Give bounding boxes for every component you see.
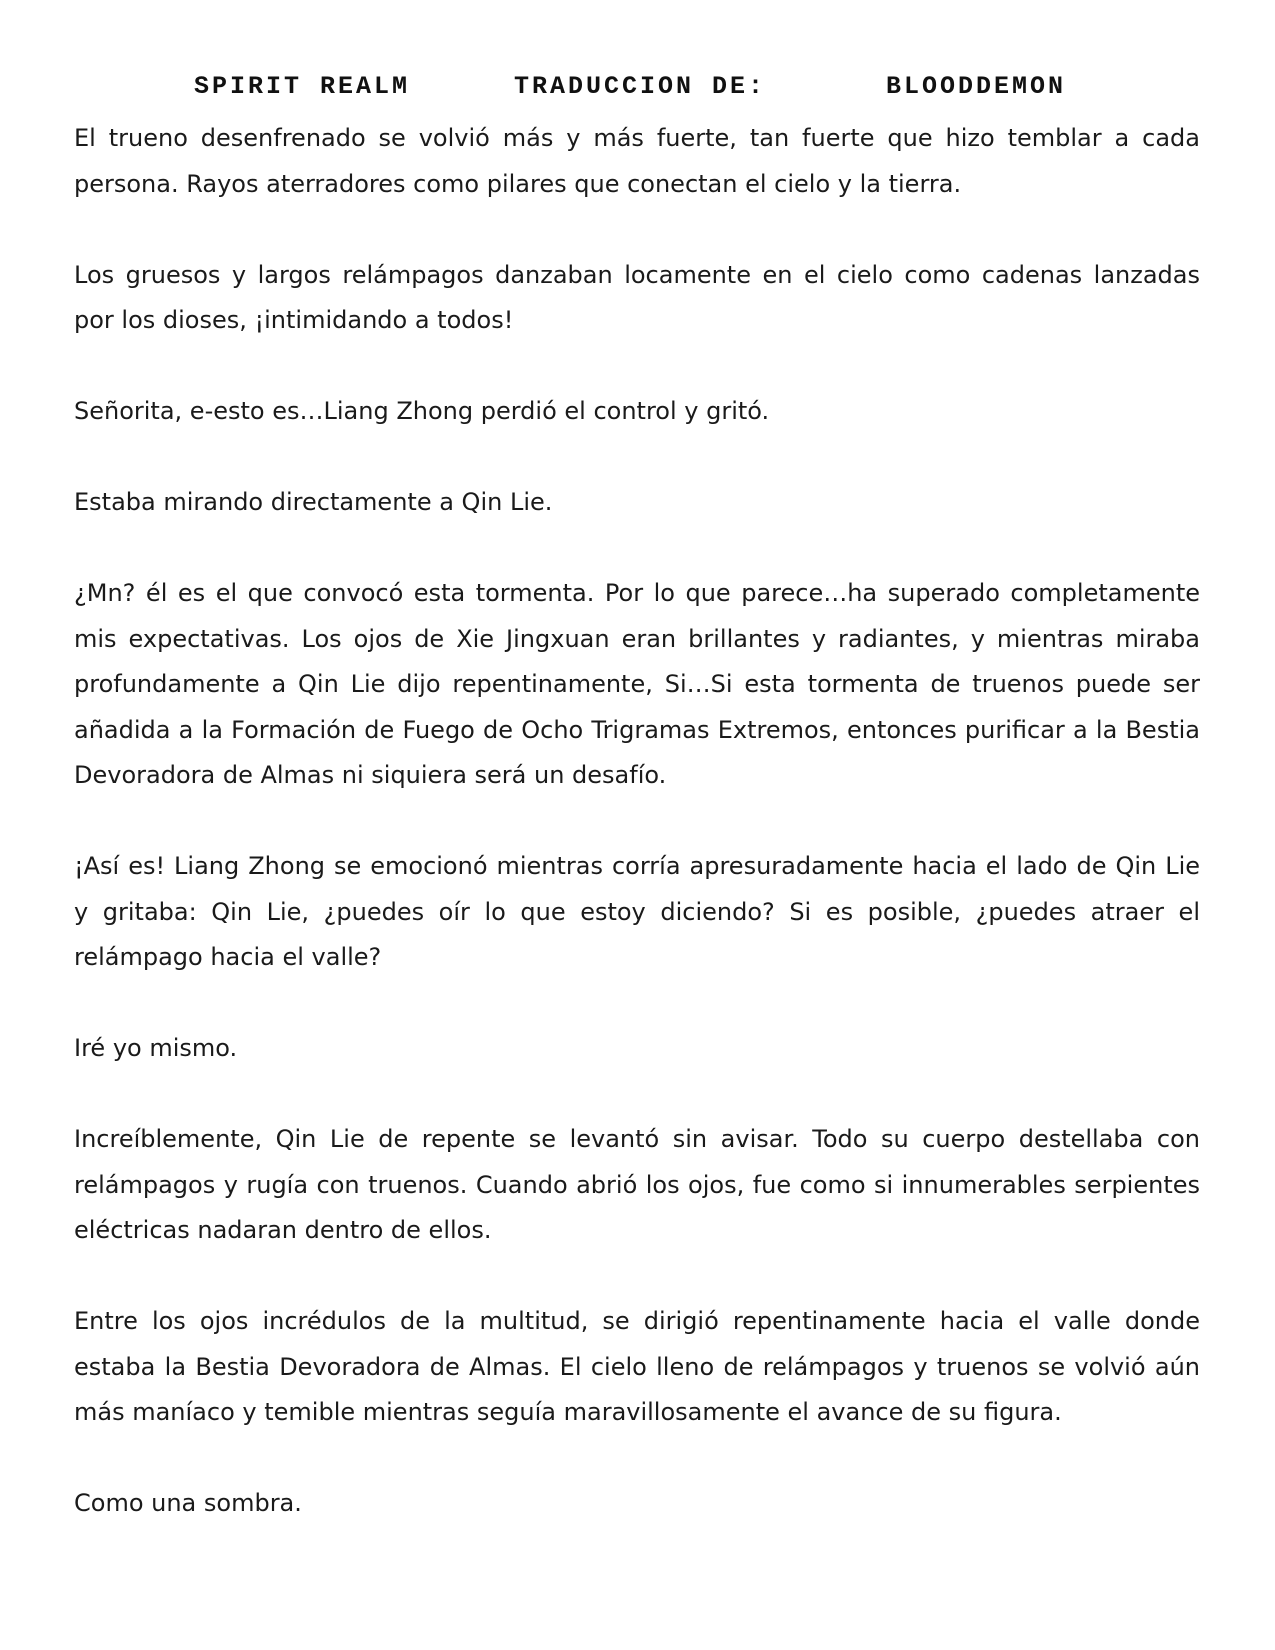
paragraph: ¿Mn? él es el que convocó esta tormenta. Por lo que parece…ha superado completamente mis expectativas. Los ojos de Xie Jingxuan eran brillantes y radiantes, y mientras miraba profundamente a Qin Lie dijo repentinamente, Si…Si esta tormenta de truenos puede ser añadida a la Formación de Fuego de Ocho Trigramas Extremos, entonces purificar a la Bestia Devoradora de Almas ni siquiera será un desafío. <box>74 579 1200 789</box>
paragraph: ¡Así es! Liang Zhong se emocionó mientras corría apresuradamente hacia el lado de Qin Lie y gritaba: Qin Lie, ¿puedes oír lo que estoy diciendo? Si es posible, ¿puedes atraer el relámpago hacia el valle? <box>74 852 1200 971</box>
paragraph: Los gruesos y largos relámpagos danzaban locamente en el cielo como cadenas lanzadas por los dioses, ¡intimidando a todos! <box>74 260 1200 334</box>
paragraph: Iré yo mismo. <box>74 1034 238 1062</box>
paragraph: Como una sombra. <box>74 1489 302 1517</box>
header-translator: BLOODDEMON <box>886 72 1067 101</box>
chapter-body <box>74 116 1200 1572</box>
document-page <box>74 0 1200 1650</box>
paragraph: El trueno desenfrenado se volvió más y más fuerte, tan fuerte que hizo temblar a cada persona. Rayos aterradores como pilares que conectan el cielo y la tierra. <box>74 124 1200 198</box>
paragraph: Señorita, e-esto es…Liang Zhong perdió el control y gritó. <box>74 397 770 425</box>
header-title: SPIRIT REALM <box>194 72 411 101</box>
paragraph: Entre los ojos incrédulos de la multitud, se dirigió repentinamente hacia el valle donde estaba la Bestia Devoradora de Almas. El cielo lleno de relámpagos y truenos se volvió aún más maníaco y temible mientras seguía maravillosamente el avance de su figura. <box>74 1307 1200 1426</box>
header-translation-label: TRADUCCION DE: <box>514 72 767 101</box>
paragraph: Estaba mirando directamente a Qin Lie. <box>74 488 553 516</box>
page-header <box>74 72 1200 112</box>
paragraph: Increíblemente, Qin Lie de repente se levantó sin avisar. Todo su cuerpo destellaba con relámpagos y rugía con truenos. Cuando abrió los ojos, fue como si innumerables serpientes eléctricas nadaran dentro de ellos. <box>74 1125 1200 1244</box>
